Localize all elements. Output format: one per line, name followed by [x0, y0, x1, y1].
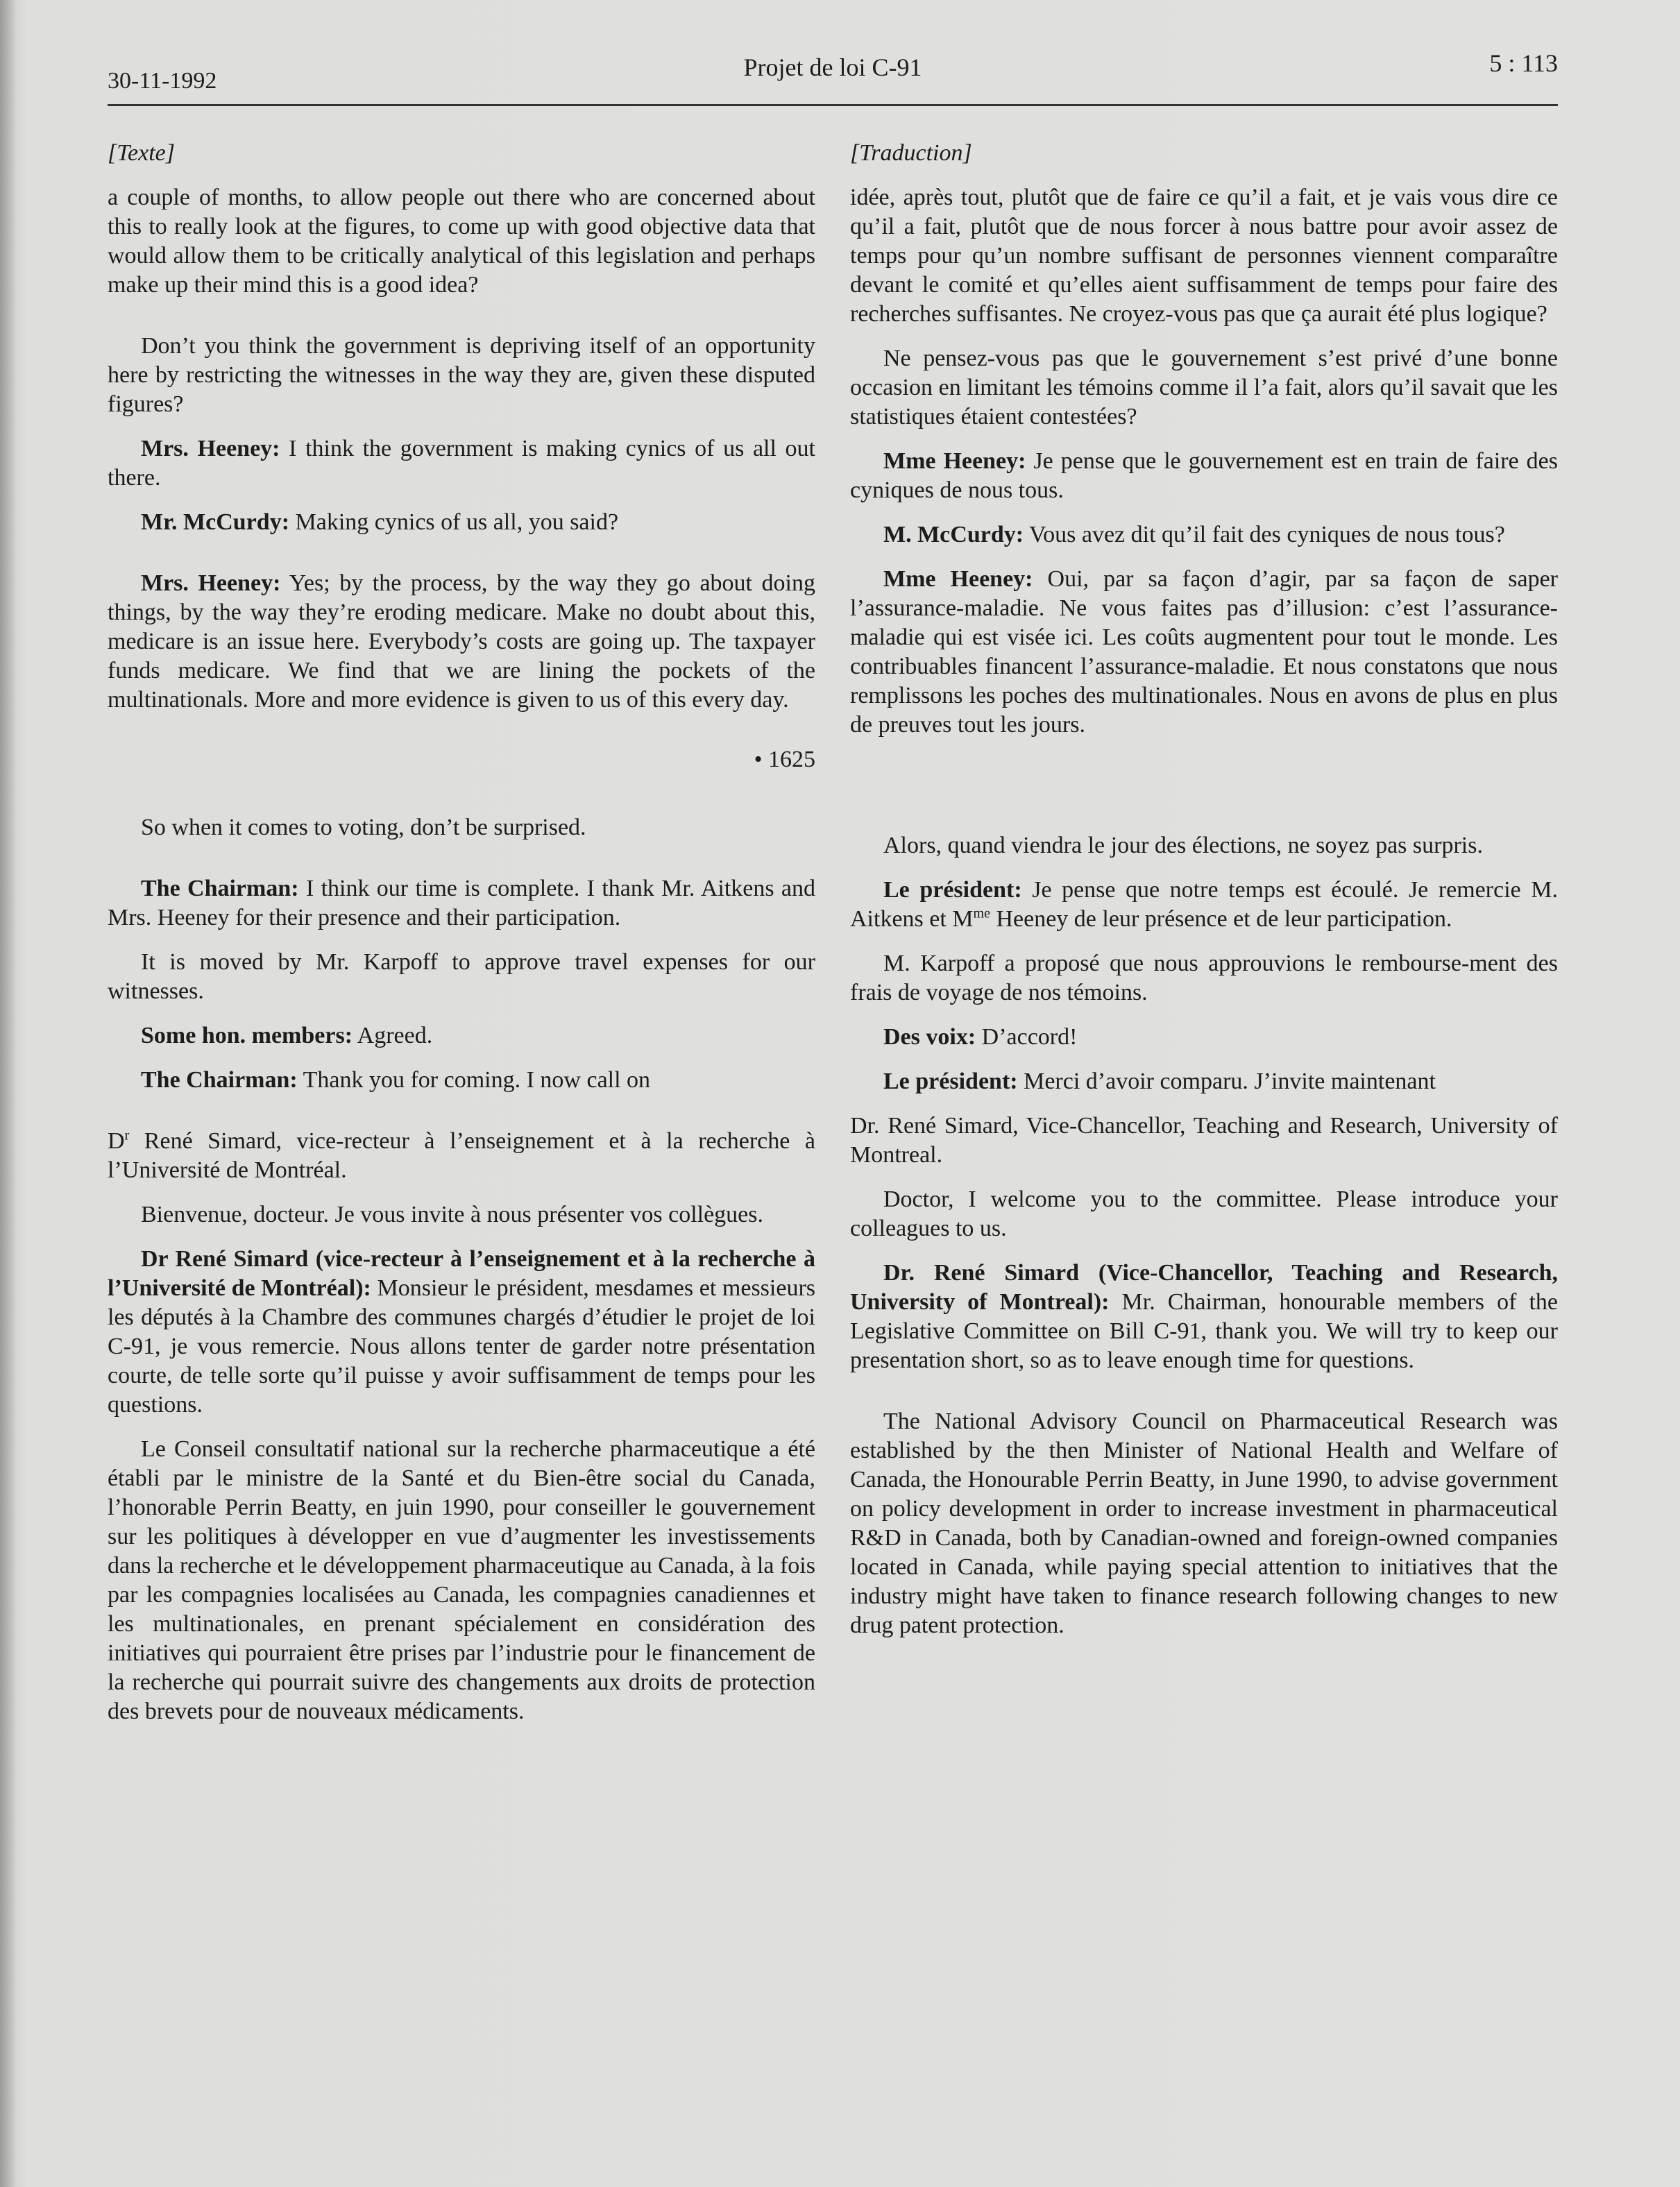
speaker-name: Mr. McCurdy:	[141, 509, 290, 535]
title-abbrev: D	[108, 1128, 125, 1154]
speaker-name: Some hon. members:	[141, 1023, 353, 1048]
right-paragraph: Doctor, I welcome you to the committee. Please introduce your colleagues to us.	[850, 1186, 1558, 1241]
right-column	[850, 139, 1558, 1656]
left-paragraph	[108, 1066, 815, 1095]
speech-text: Yes; by the process, by the way they go about doing things, by the way they’re eroding medicare. Make no doubt about this, medicare is an issue here. Everybody’s costs are going up. The taxpayer funds medicare. We find that we are lining the pockets of the multinationals. More and more evidence is given to us of this every day.	[108, 570, 815, 713]
left-column-tag: [Texte]	[108, 140, 175, 166]
right-paragraph: Alors, quand viendra le jour des élections, ne soyez pas surpris.	[883, 833, 1483, 858]
title-superscript: me	[973, 905, 990, 921]
speaker-name: Le président:	[883, 1069, 1018, 1094]
speech-text: Agreed.	[353, 1023, 433, 1048]
right-paragraph: Dr. René Simard, Vice-Chancellor, Teaching and Research, University of Montreal.	[850, 1113, 1558, 1168]
right-paragraph	[850, 1067, 1558, 1096]
speaker-name: M. McCurdy:	[883, 522, 1024, 547]
speech-text: Merci d’avoir comparu. J’invite maintenant	[1017, 1069, 1436, 1094]
left-paragraph: So when it comes to voting, don’t be surprised.	[141, 815, 586, 840]
right-paragraph	[850, 1023, 1558, 1052]
right-paragraph: Ne pensez-vous pas que le gouvernement s’est privé d’une bonne occasion en limitant les témoins comme il l’a fait, alors qu’il savait que les statistiques étaient contestées?	[850, 346, 1558, 429]
left-paragraph: Don’t you think the government is depriving itself of an opportunity here by restricting the witnesses in the way they are, given these disputed figures?	[108, 333, 815, 417]
speaker-name: Dr. René Simard (Vice-Chancellor, Teaching and Research, University of Montreal):	[850, 1260, 1558, 1315]
left-paragraph	[108, 434, 815, 493]
speech-text: I think our time is complete. I thank Mr. Aitkens and Mrs. Heeney for their presence and their participation.	[108, 876, 816, 930]
right-paragraph	[850, 520, 1558, 550]
speech-text: I think the government is making cynics of us all out there.	[108, 436, 815, 491]
left-paragraph: a couple of months, to allow people out there who are concerned about this to really look at the figures, to come up with good objective data that would allow them to be critically analytical of this legislation and perhaps make up their mind this is a good idea?	[108, 185, 815, 298]
right-paragraph: The National Advisory Council on Pharmaceutical Research was established by the then Minister of National Health and Welfare of Canada, the Honourable Perrin Beatty, in June 1990, to advise government on policy development in order to increase investment in pharmaceutical R&D in Canada, both by Canadian-owned and foreign-owned companies located in Canada, while paying special attention to initiatives that the industry might have taken to finance research following changes to new drug patent protection.	[850, 1409, 1558, 1638]
left-column	[108, 139, 815, 1742]
right-paragraph	[850, 876, 1558, 934]
speech-text: Vous avez dit qu’il fait des cyniques de nous tous?	[1024, 522, 1505, 547]
speech-text: Oui, par sa façon d’agir, par sa façon de saper l’assurance-maladie. Ne vous faites pas d’illusion: c’est l’assurance-maladie qui est visée ici. Les coûts augmentent pour tout le monde. Les contribuables financent l’assurance-maladie. Et nous constatons que nous remplissons les poches des multinationales. Nous en avons de plus en plus de preuves tout les jours.	[850, 566, 1558, 738]
speaker-name: Mrs. Heeney:	[141, 570, 281, 596]
speaker-name: Dr René Simard (vice-recteur à l’enseignement et à la recherche à l’Université de Montréal):	[108, 1246, 815, 1301]
right-column-tag: [Traduction]	[850, 140, 972, 166]
left-paragraph	[108, 874, 815, 933]
left-paragraph	[108, 1127, 815, 1185]
left-paragraph	[108, 508, 815, 537]
speech-text: Heeney de leur présence et de leur participation.	[990, 906, 1452, 932]
right-paragraph	[850, 565, 1558, 740]
time-stamp: • 1625	[754, 747, 815, 772]
left-paragraph	[108, 1021, 815, 1050]
header-date: 30-11-1992	[108, 68, 217, 94]
left-paragraph	[108, 569, 815, 715]
binding-shadow	[0, 0, 15, 2187]
speaker-name: Des voix:	[883, 1024, 976, 1050]
right-paragraph: idée, après tout, plutôt que de faire ce qu’il a fait, et je vais vous dire ce qu’il a fait, plutôt que de nous forcer à nous battre pour avoir assez de temps pour qu’un nombre suffisant de personnes viennent comparaître devant le comité et qu’elles aient suffisamment de temps pour faire des recherches suffisantes. Ne croyez-vous pas que ça aurait été plus logique?	[850, 185, 1558, 327]
page-header	[108, 49, 1558, 106]
speaker-name: Mme Heeney:	[883, 566, 1033, 592]
speech-text: Thank you for coming. I now call on	[297, 1067, 651, 1093]
header-title: Projet de loi C-91	[743, 53, 922, 81]
left-paragraph: Bienvenue, docteur. Je vous invite à nous présenter vos collègues.	[141, 1202, 763, 1227]
speech-text: Je pense que le gouvernement est en train de faire des cyniques de nous tous.	[850, 448, 1558, 503]
speech-text: René Simard, vice-recteur à l’enseignement et à la recherche à l’Université de Montréal.	[108, 1128, 815, 1183]
left-paragraph: It is moved by Mr. Karpoff to approve travel expenses for our witnesses.	[108, 949, 815, 1004]
right-paragraph: M. Karpoff a proposé que nous approuvions le rembourse-ment des frais de voyage de nos témoins.	[850, 951, 1558, 1005]
speech-text: Mr. Chairman, honourable members of the Legislative Committee on Bill C-91, thank you. We will try to keep our presentation short, so as to leave enough time for questions.	[850, 1289, 1558, 1373]
title-superscript: r	[124, 1127, 130, 1143]
left-paragraph: Le Conseil consultatif national sur la recherche pharmaceutique a été établi par le ministre de la Santé et du Bien-être social du Canada, l’honorable Perrin Beatty, en juin 1990, pour conseiller le gouvernement sur les politiques à développer en vue d’augmenter les investissements dans la recherche et le développement pharmaceutique au Canada, à la fois par les compagnies localisées au Canada, les compagnies canadiennes et les multinationales, en prenant spécialement en considération des initiatives qui pourraient être prises par l’industrie pour le financement de la recherche qui pourrait suivre des changements aux droits de protection des brevets pour de nouveaux médicaments.	[108, 1436, 815, 1724]
speech-text: Monsieur le président, mesdames et messieurs les députés à la Chambre des communes chargés d’étudier le projet de loi C-91, je vous remercie. Nous allons tenter de garder notre présentation courte, de telle sorte qu’il puisse y avoir suffisamment de temps pour les questions.	[108, 1275, 816, 1418]
speech-text: Je pense que notre temps est écoulé. Je remercie M. Aitkens et M	[850, 877, 1559, 932]
right-paragraph	[850, 1259, 1558, 1375]
speaker-name: Mrs. Heeney:	[141, 436, 280, 461]
speech-text: D’accord!	[976, 1024, 1078, 1050]
speech-text: Making cynics of us all, you said?	[289, 509, 619, 535]
speaker-name: The Chairman:	[141, 1067, 298, 1093]
left-paragraph	[108, 1245, 815, 1420]
right-paragraph	[850, 447, 1558, 505]
header-page-number: 5 : 113	[1489, 49, 1558, 77]
spacer	[850, 755, 1558, 831]
speaker-name: Mme Heeney:	[883, 448, 1026, 474]
speaker-name: The Chairman:	[141, 876, 299, 901]
speaker-name: Le président:	[883, 877, 1022, 903]
